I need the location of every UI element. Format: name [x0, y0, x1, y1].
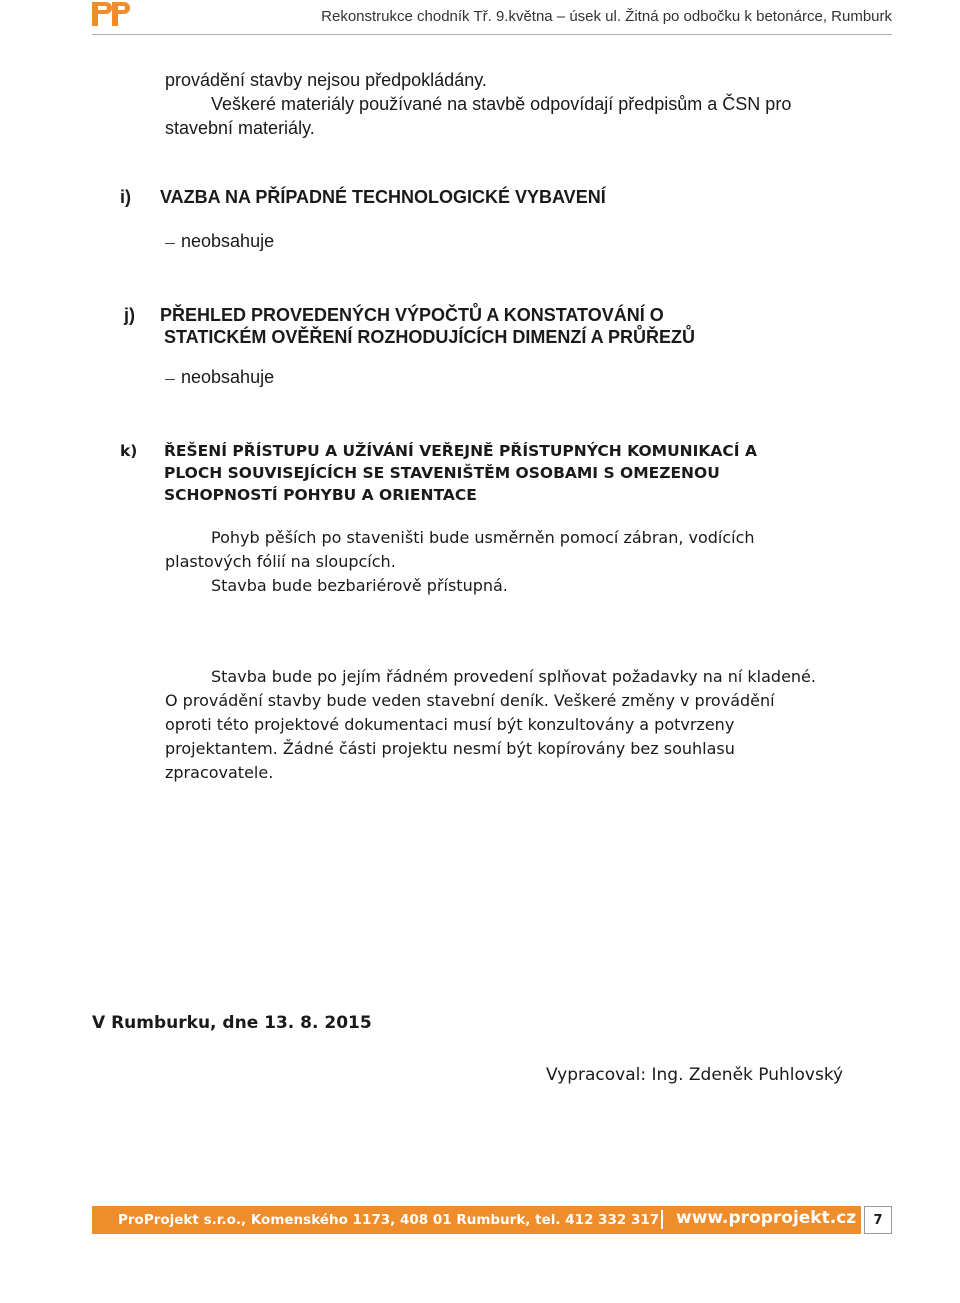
section-i-item-text: neobsahuje: [181, 231, 275, 251]
section-i-item: [165, 229, 274, 253]
closing-paragraph: [165, 665, 895, 785]
section-j-heading: [160, 304, 880, 348]
header-title: Rekonstrukce chodník Tř. 9.května – úsek ul. Žitná po odbočku k betonárce, Rumburk: [321, 8, 892, 25]
intro-line-2: Veškeré materiály používané na stavbě odpovídají předpisům a ČSN pro: [211, 94, 792, 114]
closing-line-1: Stavba bude po jejím řádném provedení splňovat požadavky na ní kladené.: [211, 667, 816, 686]
footer-website-link[interactable]: www.proprojekt.cz: [676, 1208, 857, 1228]
closing-line-4: projektantem. Žádné části projektu nesmí být kopírovány bez souhlasu: [165, 739, 735, 758]
closing-line-2: O provádění stavby bude veden stavební deník. Veškeré změny v provádění: [165, 691, 775, 710]
section-k-heading: [164, 440, 884, 506]
section-j-item-text: neobsahuje: [181, 367, 275, 387]
intro-line-1: provádění stavby nejsou předpokládány.: [165, 70, 487, 90]
section-k-heading-line-2: PLOCH SOUVISEJÍCÍCH SE STAVENIŠTĚM OSOBAMI S OMEZENOU: [164, 464, 720, 482]
section-j-marker: j): [124, 305, 135, 325]
closing-line-3: oproti této projektové dokumentaci musí být konzultovány a potvrzeny: [165, 715, 735, 734]
section-j-heading-line-2: STATICKÉM OVĚŘENÍ ROZHODUJÍCÍCH DIMENZÍ A PRŮŘEZŮ: [164, 327, 696, 347]
section-j-heading-line-1: PŘEHLED PROVEDENÝCH VÝPOČTŮ A KONSTATOVÁNÍ O: [160, 305, 664, 325]
section-i-heading: VAZBA NA PŘÍPADNÉ TECHNOLOGICKÉ VYBAVENÍ: [160, 187, 606, 207]
closing-line-5: zpracovatele.: [165, 763, 274, 782]
section-k-heading-line-3: SCHOPNOSTÍ POHYBU A ORIENTACE: [164, 486, 477, 504]
section-i-marker: i): [120, 187, 131, 207]
dash-bullet: [165, 243, 175, 244]
footer-company-info: ProProjekt s.r.o., Komenského 1173, 408 01 Rumburk, tel. 412 332 317: [118, 1212, 660, 1228]
prepared-by: Vypracoval: Ing. Zdeněk Puhlovský: [546, 1065, 844, 1085]
section-j-item: [165, 365, 274, 389]
intro-line-3: stavební materiály.: [165, 118, 315, 138]
section-k-heading-line-1: ŘEŠENÍ PŘÍSTUPU A UŽÍVÁNÍ VEŘEJNĚ PŘÍSTUPNÝCH KOMUNIKACÍ A: [164, 442, 757, 460]
footer-separator: [661, 1210, 663, 1229]
intro-text: [165, 68, 885, 140]
page-number: 7: [864, 1206, 892, 1234]
company-logo: [92, 2, 130, 26]
header-divider: [92, 34, 892, 35]
place-and-date: V Rumburku, dne 13. 8. 2015: [92, 1013, 372, 1033]
section-k-body: [165, 526, 885, 598]
section-k-para-1-line-2: plastových fólií na sloupcích.: [165, 552, 396, 571]
section-k-para-2: Stavba bude bezbariérově přístupná.: [211, 576, 508, 595]
section-k-marker: k): [120, 442, 138, 460]
dash-bullet: [165, 379, 175, 380]
section-k-para-1-line-1: Pohyb pěších po staveništi bude usměrněn pomocí zábran, vodících: [211, 528, 755, 547]
